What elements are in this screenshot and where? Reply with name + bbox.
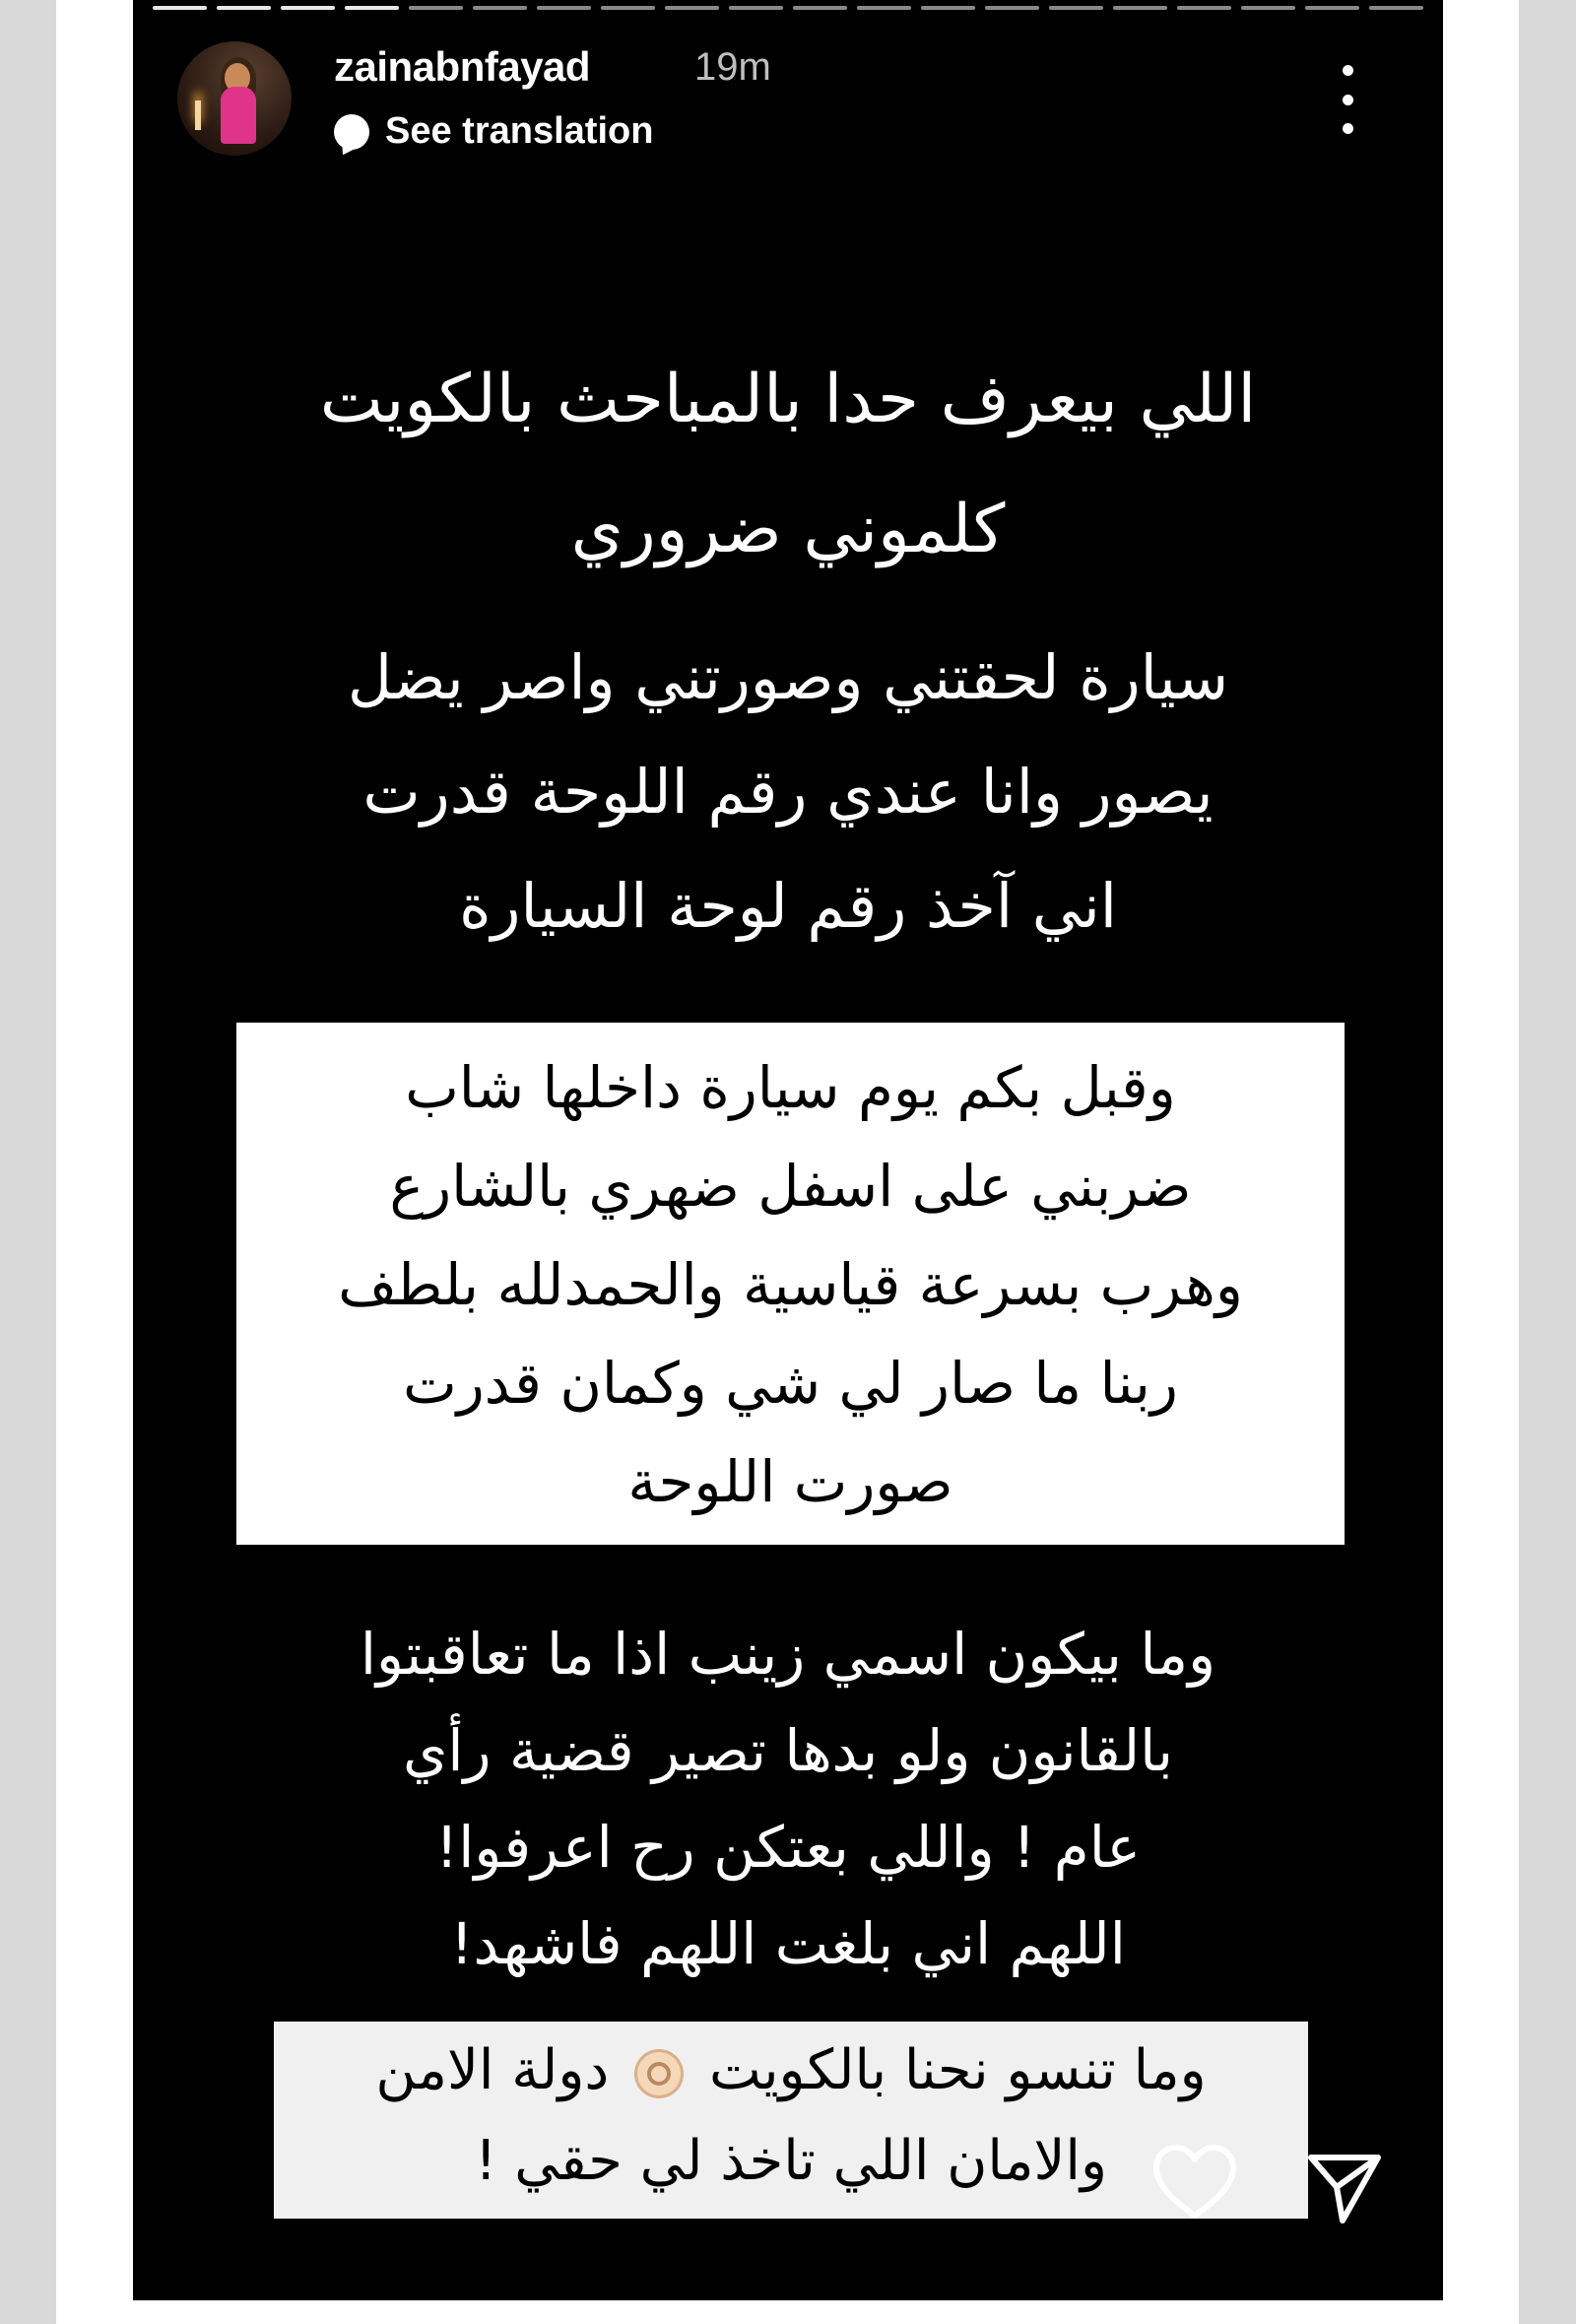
paragraph-line: وما بيكون اسمي زينب اذا ما تعاقبتوا [360, 1621, 1216, 1688]
progress-segment [921, 6, 975, 10]
progress-segment [729, 6, 783, 10]
progress-segment [217, 6, 271, 10]
more-vertical-icon [1343, 65, 1353, 76]
footer-line-part: دولة الامن [375, 2038, 610, 2102]
progress-segment [793, 6, 847, 10]
paragraph-line: بالقانون ولو بدها تصير قضية رأي [403, 1717, 1173, 1784]
send-icon[interactable] [1305, 2148, 1384, 2226]
footer-line-part: وما تنسو نحنا بالكويت [708, 2038, 1207, 2102]
progress-segment [1241, 6, 1295, 10]
footer-line: والامان اللي تاخذ لي حقي ! [474, 2129, 1108, 2193]
progress-segment [985, 6, 1039, 10]
paragraph-line: اللهم اني بلغت اللهم فاشهد! [450, 1910, 1126, 1977]
avatar[interactable] [177, 41, 292, 156]
headline-line: كلموني ضروري [570, 491, 1006, 568]
highlight-line: صورت اللوحة [627, 1448, 953, 1515]
progress-segment [1113, 6, 1167, 10]
progress-segment [153, 6, 207, 10]
see-translation-label: See translation [385, 110, 654, 152]
progress-segment [1049, 6, 1103, 10]
progress-segment [409, 6, 463, 10]
progress-segment [1177, 6, 1231, 10]
more-options-button[interactable] [1333, 65, 1362, 134]
paragraph-line: يصور وانا عندي رقم اللوحة قدرت [362, 756, 1214, 828]
highlight-line: وهرب بسرعة قياسية والحمدلله بلطف [338, 1251, 1243, 1318]
paragraph-line: اني آخذ رقم لوحة السيارة [459, 870, 1117, 942]
highlight-text [256, 1038, 1325, 1531]
progress-segment [281, 6, 335, 10]
highlight-line: ربنا ما صار لي شي وكمان قدرت [403, 1350, 1178, 1417]
headline-line: اللي بيعرف حدا بالمباحث بالكويت [319, 361, 1257, 438]
speech-bubble-icon [334, 114, 369, 150]
progress-segment [473, 6, 527, 10]
progress-segment [601, 6, 655, 10]
username[interactable]: zainabnfayad [334, 43, 591, 90]
highlight-line: وقبل بكم يوم سيارة داخلها شاب [405, 1054, 1176, 1121]
progress-segment [665, 6, 719, 10]
heart-icon[interactable] [1150, 2143, 1239, 2222]
avatar-outfit [221, 87, 256, 144]
story-paragraph-2 [172, 1606, 1404, 1992]
highlight-line: ضربني على اسفل ضهري بالشارع [389, 1153, 1192, 1220]
paragraph-line: سيارة لحقتني وصورتني واصر يضل [347, 641, 1229, 713]
story-paragraph-1 [172, 621, 1404, 963]
ok-hand-emoji-icon [634, 2049, 684, 2098]
see-translation-link[interactable] [334, 110, 653, 153]
progress-segment [537, 6, 591, 10]
highlight-text-box [236, 1023, 1345, 1545]
progress-segment [345, 6, 399, 10]
story-headline [172, 335, 1404, 595]
more-vertical-icon-dot [1343, 95, 1353, 105]
progress-segment [857, 6, 911, 10]
progress-segment [1305, 6, 1359, 10]
story-viewer [133, 0, 1443, 2300]
footer-text [294, 2025, 1288, 2207]
more-vertical-icon-dot [1343, 123, 1353, 134]
post-time: 19m [694, 45, 771, 89]
footer-line [294, 2025, 1288, 2116]
story-progress-bar [153, 6, 1423, 10]
progress-segment [1369, 6, 1423, 10]
paragraph-line: عام ! واللي بعتكن رح اعرفوا! [435, 1814, 1141, 1881]
avatar-candle [195, 100, 201, 130]
